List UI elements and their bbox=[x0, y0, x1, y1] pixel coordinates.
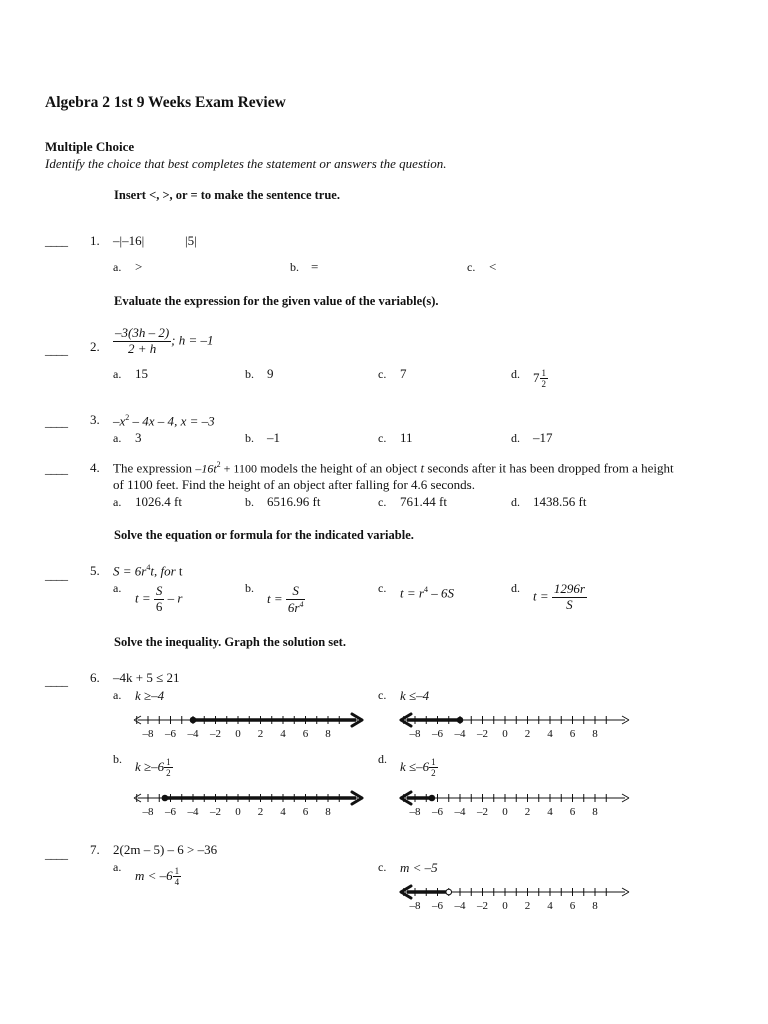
q6-option-c-label: c. bbox=[378, 688, 387, 702]
tick-label: 2 bbox=[524, 900, 531, 912]
q5-b-num: S bbox=[286, 584, 306, 600]
tick-label: –2 bbox=[477, 728, 488, 740]
directive-solve-formula: Solve the equation or formula for the indicated variable. bbox=[114, 528, 414, 542]
section-heading: Multiple Choice bbox=[45, 139, 135, 154]
q4-line-1 bbox=[113, 460, 674, 476]
q4-option-b[interactable]: 6516.96 ft bbox=[267, 494, 321, 509]
closed-endpoint bbox=[429, 795, 435, 801]
q4-option-c-label: c. bbox=[378, 495, 387, 509]
q5-option-a-label: a. bbox=[113, 581, 122, 595]
q7-a-num: 1 bbox=[174, 866, 180, 876]
q5-exponent: 4 bbox=[146, 563, 151, 572]
answer-blank-2[interactable]: ____ bbox=[45, 342, 67, 357]
q4-option-a[interactable]: 1026.4 ft bbox=[135, 494, 182, 509]
tick-label: 2 bbox=[257, 728, 264, 740]
answer-blank-4[interactable]: ____ bbox=[45, 461, 67, 476]
tick-label: 8 bbox=[592, 728, 598, 740]
tick-label: 6 bbox=[569, 728, 576, 740]
q7-option-a[interactable] bbox=[135, 866, 181, 888]
q7-option-c-label: c. bbox=[378, 860, 387, 874]
q4-expr-a: –16t bbox=[195, 461, 217, 476]
q2-d-den: 2 bbox=[541, 379, 546, 390]
q3-option-c-label: c. bbox=[378, 431, 387, 445]
q5-d-den: S bbox=[566, 596, 573, 612]
tick-label: –8 bbox=[409, 728, 421, 740]
directive-insert: Insert <, >, or = to make the sentence true. bbox=[114, 188, 340, 202]
directive-inequality: Solve the inequality. Graph the solution set. bbox=[114, 635, 346, 649]
q5-a-num: S bbox=[155, 583, 163, 598]
q3-expr-b: – 4x – 4 bbox=[129, 413, 175, 429]
number-line-q7c bbox=[397, 882, 637, 918]
q7-a-text: m < –6 bbox=[135, 867, 173, 883]
tick-label: –8 bbox=[409, 806, 421, 818]
tick-label: 2 bbox=[257, 806, 264, 818]
q1-option-a[interactable]: > bbox=[135, 259, 143, 274]
q2-condition: ; h = –1 bbox=[171, 332, 214, 348]
q3-option-c[interactable]: 11 bbox=[400, 430, 413, 445]
q1-option-a-label: a. bbox=[113, 260, 122, 274]
answer-blank-1[interactable]: ____ bbox=[45, 233, 67, 248]
tick-label: –2 bbox=[477, 900, 488, 912]
q7-option-a-label: a. bbox=[113, 860, 122, 874]
q6-d-num: 1 bbox=[431, 757, 436, 767]
q6-option-d-label: d. bbox=[378, 752, 387, 766]
tick-label: 0 bbox=[502, 728, 508, 740]
q6-option-b-label: b. bbox=[113, 752, 122, 766]
q6-option-d[interactable] bbox=[400, 757, 438, 779]
q5-b-den-exp: 4 bbox=[299, 599, 304, 609]
q5-option-b[interactable] bbox=[267, 584, 305, 616]
tick-label: –6 bbox=[165, 728, 176, 740]
q4-option-d[interactable]: 1438.56 ft bbox=[533, 494, 587, 509]
tick-label: 8 bbox=[592, 900, 598, 912]
q7-a-den: 4 bbox=[174, 877, 180, 888]
q6-option-a[interactable]: k ≥–4 bbox=[135, 688, 165, 703]
q5-eq-b: t bbox=[150, 563, 154, 579]
tick-label: 0 bbox=[235, 728, 241, 740]
tick-label: –2 bbox=[210, 728, 221, 740]
q6-option-a-label: a. bbox=[113, 688, 122, 702]
tick-label: 6 bbox=[569, 900, 576, 912]
q4-exponent: 2 bbox=[216, 460, 221, 469]
q4-line-2: of 1100 feet. Find the height of an object after falling for 4.6 seconds. bbox=[113, 477, 475, 492]
q5-option-d-label: d. bbox=[511, 581, 520, 595]
q3-option-b-label: b. bbox=[245, 431, 254, 445]
q2-numerator: –3(3h – 2) bbox=[115, 325, 170, 340]
q4-option-c[interactable]: 761.44 ft bbox=[400, 494, 447, 509]
q6-problem: –4k + 5 ≤ 21 bbox=[113, 670, 180, 685]
q5-option-c-label: c. bbox=[378, 581, 387, 595]
q1-option-b[interactable]: = bbox=[311, 259, 319, 274]
q2-expression bbox=[113, 326, 214, 357]
q1-option-c[interactable]: < bbox=[489, 259, 497, 274]
tick-label: 4 bbox=[547, 806, 553, 818]
section-instruction: Identify the choice that best completes the statement or answers the question. bbox=[45, 156, 447, 171]
tick-label: 0 bbox=[502, 806, 508, 818]
q2-option-b-label: b. bbox=[245, 367, 254, 381]
tick-label: 8 bbox=[592, 806, 598, 818]
answer-blank-7[interactable]: ____ bbox=[45, 846, 67, 861]
q1-right-expression: |5| bbox=[185, 233, 197, 248]
q5-equation bbox=[113, 563, 183, 579]
q4-option-a-label: a. bbox=[113, 495, 122, 509]
tick-label: 6 bbox=[302, 806, 309, 818]
question-number-7: 7. bbox=[90, 842, 100, 857]
q6-option-b[interactable] bbox=[135, 757, 173, 779]
q1-option-c-label: c. bbox=[467, 260, 476, 274]
q1-option-b-label: b. bbox=[290, 260, 299, 274]
q7-problem: 2(2m – 5) – 6 > –36 bbox=[113, 842, 218, 857]
tick-label: –6 bbox=[165, 806, 176, 818]
tick-label: 4 bbox=[547, 728, 553, 740]
tick-label: –4 bbox=[454, 806, 466, 818]
q2-option-d-label: d. bbox=[511, 367, 520, 381]
question-number-2: 2. bbox=[90, 339, 100, 354]
q5-a-den: 6 bbox=[155, 598, 163, 614]
q3-condition: , x = –3 bbox=[174, 413, 215, 429]
q5-d-num: 1296r bbox=[553, 581, 585, 596]
closed-endpoint bbox=[190, 717, 196, 723]
q3-option-d-label: d. bbox=[511, 431, 520, 445]
tick-label: –4 bbox=[454, 900, 466, 912]
tick-label: 2 bbox=[524, 806, 531, 818]
tick-label: –8 bbox=[142, 806, 154, 818]
q2-option-c-label: c. bbox=[378, 367, 387, 381]
question-number-3: 3. bbox=[90, 412, 100, 427]
number-line-q6c bbox=[397, 710, 637, 746]
tick-label: –2 bbox=[210, 806, 221, 818]
number-line-q6b bbox=[130, 788, 370, 824]
tick-label: 4 bbox=[547, 900, 553, 912]
tick-label: –6 bbox=[432, 900, 443, 912]
q7-option-c[interactable]: m < –5 bbox=[400, 860, 438, 875]
q6-d-text: k ≤–6 bbox=[400, 758, 430, 774]
question-number-4: 4. bbox=[90, 460, 100, 475]
q4-text-b: models the height of an object bbox=[260, 460, 418, 476]
directive-evaluate: Evaluate the expression for the given value of the variable(s). bbox=[114, 294, 439, 308]
q2-option-c[interactable]: 7 bbox=[400, 366, 407, 381]
q3-option-a[interactable]: 3 bbox=[135, 430, 142, 445]
q3-option-d[interactable]: –17 bbox=[533, 430, 553, 445]
q2-d-num: 1 bbox=[541, 368, 546, 378]
answer-blank-6[interactable]: ____ bbox=[45, 673, 67, 688]
closed-endpoint bbox=[162, 795, 168, 801]
tick-label: 0 bbox=[235, 806, 241, 818]
question-number-5: 5. bbox=[90, 563, 100, 578]
q5-a-tail: – r bbox=[167, 590, 183, 606]
q2-option-a[interactable]: 15 bbox=[135, 366, 148, 381]
tick-label: 6 bbox=[569, 806, 576, 818]
q3-option-b[interactable]: –1 bbox=[267, 430, 280, 445]
tick-label: –2 bbox=[477, 806, 488, 818]
q3-exponent: 2 bbox=[125, 413, 130, 422]
page-title: Algebra 2 1st 9 Weeks Exam Review bbox=[45, 94, 286, 111]
number-line-q6d bbox=[397, 788, 637, 824]
tick-label: 6 bbox=[302, 728, 309, 740]
answer-blank-5[interactable]: ____ bbox=[45, 567, 67, 582]
q5-d-lhs: t = bbox=[533, 588, 549, 604]
tick-label: –4 bbox=[454, 728, 466, 740]
q5-option-d[interactable] bbox=[533, 582, 587, 613]
q4-var: t bbox=[420, 460, 425, 476]
q2-option-b[interactable]: 9 bbox=[267, 366, 274, 381]
tick-label: –8 bbox=[142, 728, 154, 740]
q5-b-den: 6r bbox=[287, 599, 300, 615]
q1-left-expression: –|–16| bbox=[113, 233, 145, 248]
q4-option-b-label: b. bbox=[245, 495, 254, 509]
q5-option-c[interactable] bbox=[400, 585, 454, 601]
q6-option-c[interactable]: k ≤–4 bbox=[400, 688, 430, 703]
tick-label: –6 bbox=[432, 728, 443, 740]
tick-label: –6 bbox=[432, 806, 443, 818]
tick-label: 0 bbox=[502, 900, 508, 912]
q5-for-word: , for bbox=[153, 563, 176, 579]
tick-label: 8 bbox=[325, 806, 331, 818]
q5-a-lhs: t = bbox=[135, 590, 151, 606]
q4-text-a: The expression bbox=[113, 460, 193, 476]
q5-option-b-label: b. bbox=[245, 581, 254, 595]
q2-option-d[interactable] bbox=[533, 368, 548, 390]
q4-option-d-label: d. bbox=[511, 495, 520, 509]
question-number-6: 6. bbox=[90, 670, 100, 685]
answer-blank-3[interactable]: ____ bbox=[45, 414, 67, 429]
q5-for-var: t bbox=[178, 563, 183, 579]
q4-expr-b: + 1100 bbox=[220, 461, 257, 476]
q5-c-exp: 4 bbox=[423, 585, 428, 594]
tick-label: –8 bbox=[409, 900, 421, 912]
open-endpoint bbox=[446, 889, 452, 895]
q3-expression bbox=[113, 413, 215, 429]
q6-d-den: 2 bbox=[431, 768, 436, 779]
q5-b-lhs: t = bbox=[267, 590, 283, 606]
q4-text-c: seconds after it has been dropped from a height bbox=[427, 460, 674, 476]
tick-label: 4 bbox=[280, 728, 286, 740]
q5-c-tail: – 6S bbox=[431, 585, 454, 601]
closed-endpoint bbox=[457, 717, 463, 723]
tick-label: 4 bbox=[280, 806, 286, 818]
q5-option-a[interactable] bbox=[135, 584, 182, 615]
tick-label: –4 bbox=[187, 806, 199, 818]
q6-b-text: k ≥–6 bbox=[135, 758, 165, 774]
tick-label: 2 bbox=[524, 728, 531, 740]
q6-b-den: 2 bbox=[166, 768, 171, 779]
question-number-1: 1. bbox=[90, 233, 100, 248]
q6-b-num: 1 bbox=[166, 757, 171, 767]
q2-option-a-label: a. bbox=[113, 367, 122, 381]
q2-d-whole: 7 bbox=[533, 369, 540, 385]
q5-eq-a: S = 6r bbox=[113, 563, 147, 579]
q5-c-lhs: t = r bbox=[400, 585, 424, 601]
number-line-q6a bbox=[130, 710, 370, 746]
tick-label: 8 bbox=[325, 728, 331, 740]
q3-expr-a: –x bbox=[113, 413, 126, 429]
q2-denominator: 2 + h bbox=[127, 340, 157, 356]
tick-label: –4 bbox=[187, 728, 199, 740]
q3-option-a-label: a. bbox=[113, 431, 122, 445]
